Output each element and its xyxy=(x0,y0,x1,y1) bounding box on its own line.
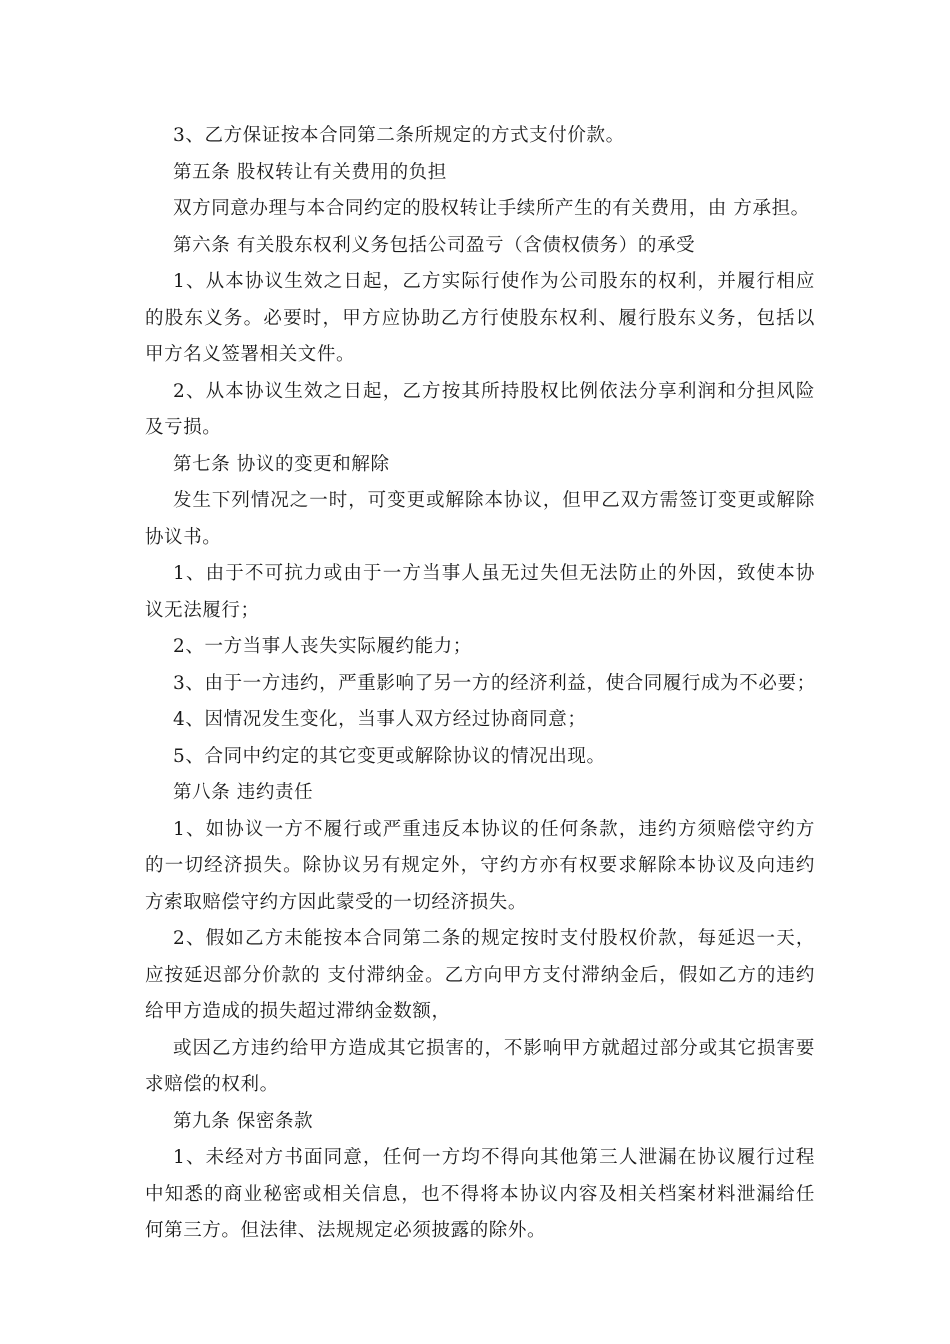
text-line: 1、由于不可抗力或由于一方当事人虽无过失但无法防止的外因，致使本协 xyxy=(173,563,815,584)
text-line: 第五条 股权转让有关费用的负担 xyxy=(173,161,447,183)
text-line: 第六条 有关股东权利义务包括公司盈亏（含债权债务）的承受 xyxy=(173,234,696,256)
text-line: 何第三方。但法律、法规规定必须披露的除外。 xyxy=(145,1220,547,1241)
text-line: 1、从本协议生效之日起，乙方实际行使作为公司股东的权利，并履行相应 xyxy=(173,271,815,292)
text-line: 第九条 保密条款 xyxy=(173,1110,314,1132)
text-line: 及亏损。 xyxy=(145,417,222,438)
text-line: 求赔偿的权利。 xyxy=(145,1074,279,1095)
document-body xyxy=(145,118,815,1250)
text-line: 双方同意办理与本合同约定的股权转让手续所产生的有关费用，由 方承担。 xyxy=(173,198,810,219)
text-line: 2、一方当事人丧失实际履约能力； xyxy=(173,636,472,657)
text-line: 第七条 协议的变更和解除 xyxy=(173,453,390,475)
text-line: 5、合同中约定的其它变更或解除协议的情况出现。 xyxy=(173,745,606,767)
text-line: 1、如协议一方不履行或严重违反本协议的任何条款，违约方须赔偿守约方 xyxy=(173,818,815,840)
text-line: 或因乙方违约给甲方造成其它损害的，不影响甲方就超过部分或其它损害要 xyxy=(173,1037,815,1059)
text-line: 发生下列情况之一时，可变更或解除本协议，但甲乙双方需签订变更或解除 xyxy=(173,490,815,511)
text-line: 2、从本协议生效之日起，乙方按其所持股权比例依法分享利润和分担风险 xyxy=(173,380,815,402)
text-line: 2、假如乙方未能按本合同第二条的规定按时支付股权价款，每延迟一天， xyxy=(173,928,815,949)
text-line: 议无法履行； xyxy=(145,599,260,621)
text-line: 的股东义务。必要时，甲方应协助乙方行使股东权利、履行股东义务，包括以 xyxy=(145,307,815,329)
text-line: 的一切经济损失。除协议另有规定外，守约方亦有权要求解除本协议及向违约 xyxy=(145,855,815,876)
text-line: 1、未经对方书面同意，任何一方均不得向其他第三人泄漏在协议履行过程 xyxy=(173,1147,815,1168)
text-line: 给甲方造成的损失超过滞纳金数额， xyxy=(145,1001,451,1022)
text-line: 中知悉的商业秘密或相关信息，也不得将本协议内容及相关档案材料泄漏给任 xyxy=(145,1183,815,1205)
text-line: 第八条 违约责任 xyxy=(173,782,314,803)
text-line: 协议书。 xyxy=(145,526,222,548)
text-line: 3、乙方保证按本合同第二条所规定的方式支付价款。 xyxy=(173,125,625,146)
text-line: 应按延迟部分价款的 支付滞纳金。乙方向甲方支付滞纳金后，假如乙方的违约 xyxy=(145,964,815,986)
text-line: 甲方名义签署相关文件。 xyxy=(145,344,356,365)
text-line: 方索取赔偿守约方因此蒙受的一切经济损失。 xyxy=(145,891,528,913)
text-line: 4、因情况发生变化，当事人双方经过协商同意； xyxy=(173,709,587,730)
text-line: 3、由于一方违约，严重影响了另一方的经济利益，使合同履行成为不必要； xyxy=(173,672,816,694)
